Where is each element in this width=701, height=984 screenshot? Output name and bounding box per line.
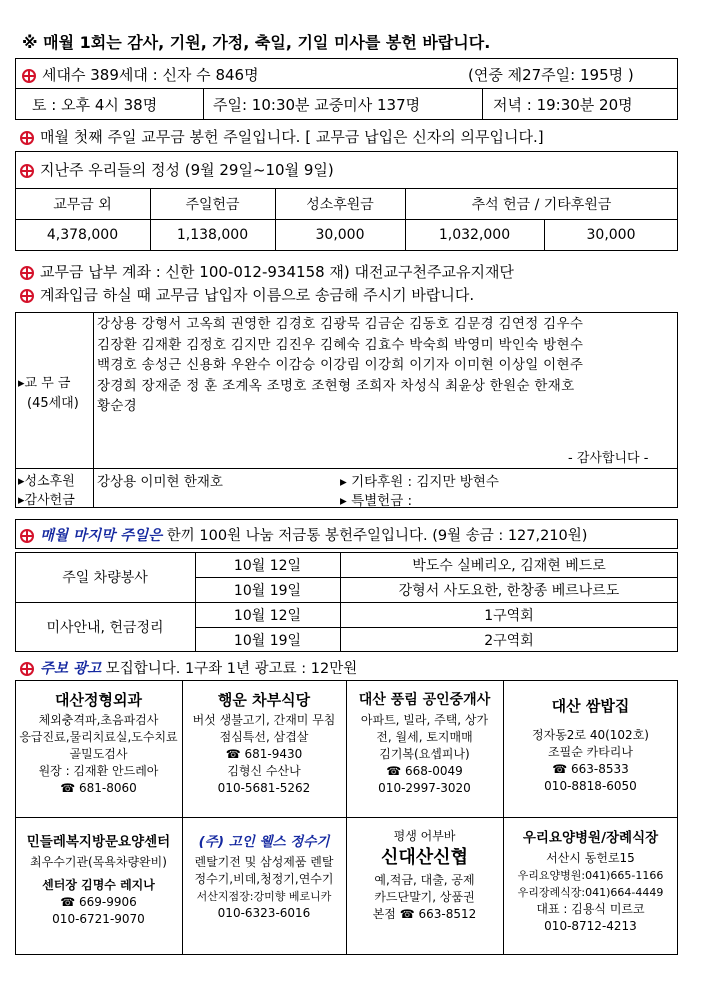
ad-line: 서산시 동헌로15 (546, 851, 635, 865)
ad-nursing-hospital (503, 830, 678, 935)
ad-water-purifier (182, 834, 346, 922)
ad-phone: ☎ 663-8533 (552, 762, 629, 776)
ad-title: 대산 쌈밥집 (551, 697, 630, 715)
donor-names (97, 314, 583, 417)
ad-line: 체외충격파,초음파검사 (38, 713, 159, 727)
ad-line: 우리장례식장:041)664-4449 (517, 886, 664, 899)
red-cross-icon (20, 662, 34, 676)
ad-ssambap (503, 698, 678, 795)
ad-line: 최우수기관(목욕차량완비) (30, 855, 167, 869)
ad-title: (주) 고인 웰스 정수기 (198, 834, 330, 850)
ad-real-estate (346, 692, 503, 797)
ad-line: 버섯 생불고기, 간재미 무침 (192, 713, 336, 727)
offering-value: 1,032,000 (438, 227, 511, 243)
parking-service-label: 주일 차량봉사 (62, 570, 148, 586)
donor-row: 강상용 강형서 고옥희 권영한 김경호 김광묵 김금순 김동호 김문경 김연정 김우수 (97, 316, 584, 332)
ad-line: 렌탈기전 및 삼성제품 렌탈 (194, 855, 334, 869)
donor-row: 황순경 (97, 398, 138, 414)
offering-value: 30,000 (586, 227, 636, 243)
etc-support: ▸ 기타후원 : 김지만 방현수 (340, 474, 499, 490)
attendance-week: (연중 제27주일: 195명 ) (468, 66, 634, 84)
donor-count: (45세대) (27, 396, 79, 411)
offering-value: 4,378,000 (46, 227, 119, 243)
schedule-who: 2구역회 (484, 632, 534, 649)
ad-phone: ☎ 669-9906 (60, 895, 137, 909)
deposit-line: 계좌입금 하실 때 교무금 납입자 이름으로 송금해 주시기 바랍니다. (20, 284, 474, 305)
ad-line: 원장 : 김재환 안드레아 (38, 764, 159, 778)
ad-line: 정수기,비데,청정기,연수기 (194, 872, 334, 886)
red-cross-icon (20, 131, 34, 145)
red-cross-icon (20, 164, 34, 178)
ad-care-center (15, 834, 182, 928)
ad-line: 골밀도검사 (69, 747, 128, 761)
offering-notice: 매월 첫째 주일 교무금 봉헌 주일입니다. [ 교무금 납입은 신자의 의무입니다.] (20, 126, 544, 147)
ad-title: 신대산신협 (381, 847, 468, 868)
offering-title: 지난주 우리들의 정성 (9월 29일~10월 9일) (20, 159, 334, 180)
attendance-evening: 저녁 : 19:30분 20명 (493, 96, 633, 114)
offering-value: 30,000 (315, 227, 365, 243)
ad-phone: 010-6323-6016 (217, 906, 311, 920)
ad-line: 김형신 수산나 (227, 764, 301, 778)
mass-guide-label: 미사안내, 헌금정리 (46, 620, 164, 636)
ad-restaurant-chabu (182, 692, 346, 797)
red-cross-icon (22, 69, 36, 83)
vocation-names: 강상용 이미현 한재호 (97, 474, 223, 490)
schedule-date: 10월 12일 (233, 607, 302, 624)
account-line: 교무금 납부 계좌 : 신한 100-012-934158 재) 대전교구천주교유지재단 (20, 261, 514, 282)
schedule-who: 강형서 사도요한, 한창종 베르나르도 (398, 582, 620, 599)
offering-header: 주일헌금 (185, 196, 240, 213)
donor-row: 백경호 송성근 신용화 우완수 이감승 이강림 이강희 이기자 이미현 이상일 이현주 (97, 357, 584, 373)
notice-top: ※ 매월 1회는 감사, 기원, 가정, 축일, 기일 미사를 봉헌 바랍니다. (22, 33, 491, 52)
red-cross-icon (20, 289, 34, 303)
schedule-date: 10월 12일 (233, 557, 302, 574)
offering-value: 1,138,000 (176, 227, 249, 243)
ad-line: 센터장 김명수 레지나 (42, 878, 155, 892)
ad-title: 대산 풍림 공인중개사 (358, 692, 491, 708)
ad-line: 서산지점장:강미향 베로니카 (196, 890, 332, 903)
ad-phone: 010-5681-5262 (217, 781, 311, 795)
ad-credit-union (346, 828, 503, 923)
ad-phone: ☎ 681-9430 (225, 747, 303, 761)
donor-thanks: - 감사합니다 - (568, 451, 649, 466)
ad-title: 행운 차부식당 (217, 691, 311, 709)
ad-recruit-line: 주보 광고 모집합니다. 1구좌 1년 광고료 : 12만원 (20, 657, 357, 678)
ad-line: 아파트, 빌라, 주택, 상가 (360, 713, 489, 727)
ad-title: 대산정형외과 (55, 691, 142, 709)
ad-line: 전, 월세, 토지매매 (376, 730, 473, 744)
special-offering: ▸ 특별헌금 : (340, 493, 413, 509)
ad-orthopedic-clinic (15, 692, 182, 797)
offering-header: 교무금 외 (53, 196, 112, 213)
ad-phone: ☎ 681-8060 (60, 781, 137, 795)
ad-line: 대표 : 김용식 미르코 (536, 902, 645, 916)
vocation-label: ▸성소후원 (18, 474, 75, 489)
schedule-date: 10월 19일 (233, 582, 302, 599)
donor-row: 장경희 장재준 정 훈 조계옥 조명호 조현형 조희자 차성식 최윤상 한원순 한재호 (97, 377, 575, 394)
offering-header: 성소후원금 (306, 196, 374, 213)
ad-line: 조필순 카타리나 (548, 745, 633, 759)
ad-phone: 010-8818-6050 (544, 779, 637, 793)
ad-line: 응급진료,물리치료실,도수치료 (19, 730, 178, 744)
ad-phone: 010-2997-3020 (378, 781, 471, 795)
red-cross-icon (20, 266, 34, 280)
households-count: 세대수 389세대 : 신자 수 846명 (22, 64, 259, 85)
ad-phone: 본점 ☎ 663-8512 (372, 907, 477, 921)
ad-slogan: 평생 어부바 (393, 829, 456, 843)
ad-line: 우리요양병원:041)665-1166 (517, 869, 664, 882)
red-cross-icon (20, 529, 34, 543)
sharing-line: 매월 마지막 주일은 한끼 100원 나눔 저금통 봉헌주일입니다. (9월 송금 : 127,210원) (20, 524, 587, 545)
ad-phone: 010-6721-9070 (52, 912, 145, 926)
offering-header: 추석 헌금 / 기타후원금 (471, 196, 612, 213)
ad-line: 김기복(요셉피나) (379, 747, 470, 761)
ad-phone: 010-8712-4213 (544, 919, 637, 933)
ad-title: 민들레복지방문요양센터 (26, 834, 171, 850)
schedule-date: 10월 19일 (233, 632, 302, 649)
ad-line: 점심특선, 삼겹살 (219, 730, 309, 744)
ad-phone: ☎ 668-0049 (386, 764, 463, 778)
donor-label: ▸교 무 금 (18, 376, 71, 391)
attendance-sun: 주일: 10:30분 교중미사 137명 (213, 96, 421, 114)
ad-line: 카드단말기, 상품권 (374, 890, 475, 904)
ad-line: 정자동2로 40(102호) (532, 728, 649, 742)
schedule-who: 1구역회 (484, 607, 534, 624)
schedule-who: 박도수 실베리오, 김재현 베드로 (412, 557, 606, 574)
donor-row: 김장환 김재환 김정호 김지만 김진우 김혜숙 김효수 박숙희 박영미 박인숙 방현수 (97, 336, 584, 353)
thanks-offering-label: ▸감사헌금 (18, 493, 75, 508)
ad-title: 우리요양병원/장례식장 (522, 830, 659, 846)
attendance-sat: 토 : 오후 4시 38명 (32, 96, 158, 114)
ad-line: 예,적금, 대출, 공제 (374, 873, 475, 887)
